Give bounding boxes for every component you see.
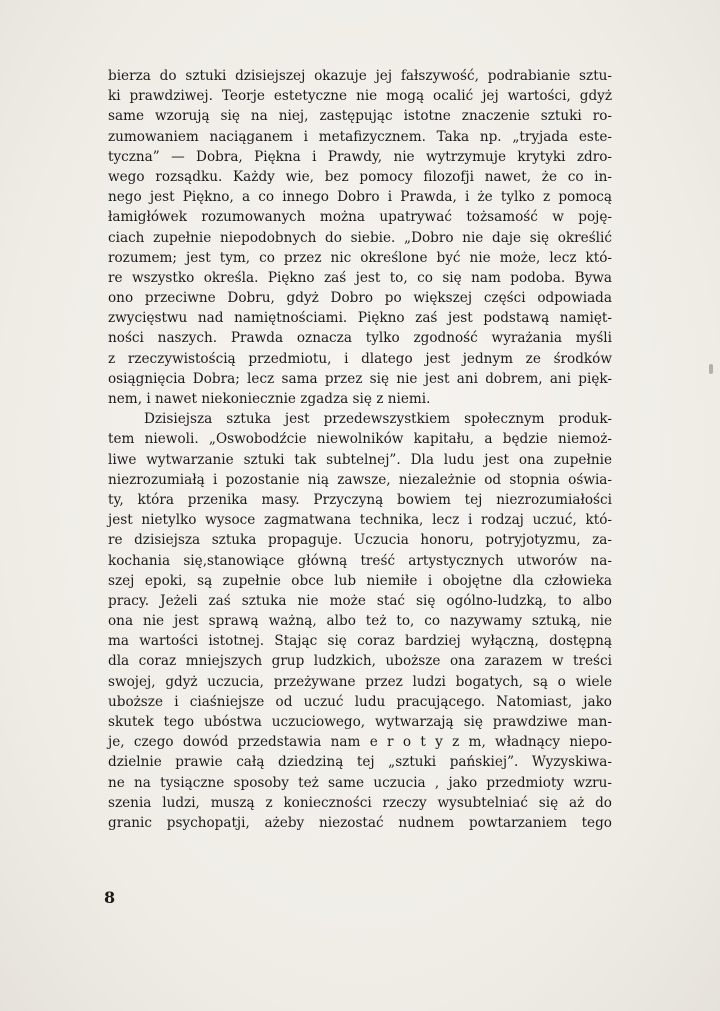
- text-line: skutek tego ubóstwa uczuciowego, wytwarzają się prawdziwe man-: [108, 714, 612, 730]
- text-line: osiągnięcia Dobra; lecz sama przez się nie jest ani dobrem, ani pięk-: [108, 370, 612, 387]
- text-line: z rzeczywistością przedmiotu, i dlatego jest jednym ze środków: [108, 350, 612, 367]
- text-line: tem niewoli. „Oswobodźcie niewolników kapitału, a będzie niemoż-: [108, 431, 612, 448]
- text-line: zwycięstwu nad namiętnościami. Piękno zaś jest podstawą namięt-: [108, 310, 612, 327]
- text-line: ki prawdziwej. Teorje estetyczne nie mogą ocalić jej wartości, gdyż: [108, 88, 612, 105]
- page-number: 8: [104, 888, 116, 907]
- body-text: [108, 66, 612, 833]
- text-line: Dzisiejsza sztuka jest przedewszystkiem społecznym produk-: [144, 411, 612, 428]
- text-line: granic psychopatji, ażeby niezostać nudnem powtarzaniem tego: [108, 814, 612, 831]
- text-line: niezrozumiałą i pozostanie nią zawsze, niezależnie od stopnia oświa-: [108, 471, 612, 488]
- text-line: nego jest Piękno, a co innego Dobro i Prawda, i że tylko z pomocą: [108, 189, 612, 206]
- text-line: szej epoki, są zupełnie obce lub niemiłe i obojętne dla człowieka: [108, 572, 612, 589]
- text-line: re dzisiejsza sztuka propaguje. Uczucia honoru, potryjotyzmu, za-: [108, 532, 612, 549]
- text-line: łamigłówek rozumowanych można upatrywać tożsamość w poję-: [108, 209, 612, 226]
- text-line: je, czego dowód przedstawia nam e r o t y z m, władnący niepo-: [108, 734, 612, 751]
- paragraph-1: [108, 66, 612, 409]
- text-line: ona nie jest sprawą ważną, albo też to, co nazywamy sztuką, nie: [108, 613, 612, 630]
- text-line: nem, i nawet niekoniecznie zgadza się z niemi.: [108, 391, 431, 407]
- text-line: kochania się,stanowiące główną treść artystycznych utworów na-: [108, 552, 612, 569]
- text-line: ne na tysiączne sposoby też same uczucia , jako przedmioty wzru-: [108, 774, 612, 791]
- text-line: uboższe i ciaśniejsze od uczuć ludu pracującego. Natomiast, jako: [108, 693, 612, 710]
- text-line: zumowaniem naciąganem i metafizycznem. Taka np. „tryjada este-: [108, 128, 612, 145]
- text-line: szenia ludzi, muszą z konieczności rzeczy wysubtelniać się aż do: [108, 794, 612, 811]
- text-line: swojej, gdyż uczucia, przeżywane przez ludzi bogatych, są o wiele: [108, 673, 612, 690]
- text-line: ciach zupełnie niepodobnych do siebie. „Dobro nie daje się określić: [108, 229, 612, 246]
- text-line: same wzorują się na niej, zastępując istotne znaczenie sztuki ro-: [108, 108, 612, 125]
- text-line: dzielnie prawie całą dziedziną tej „sztuki pańskiej”. Wyzyskiwa-: [108, 754, 612, 771]
- text-line: ma wartości istotnej. Stając się coraz bardziej wyłączną, dostępną: [108, 633, 612, 650]
- text-line: wego rozsądku. Każdy wie, bez pomocy filozofji nawet, że co in-: [108, 168, 612, 185]
- text-line: ty, która przenika masy. Przyczyną bowiem tej niezrozumiałości: [108, 491, 612, 508]
- text-line: re wszystko określa. Piękno zaś jest to, co się nam podoba. Bywa: [108, 269, 612, 286]
- text-line: dla coraz mniejszych grup ludzkich, uboższe ona zarazem w treści: [108, 653, 612, 670]
- text-line: jest nietylko wysoce zagmatwana technika, lecz i rodzaj uczuć, któ-: [108, 512, 612, 529]
- text-line: bierza do sztuki dzisiejszej okazuje jej fałszywość, podrabianie sztu-: [108, 68, 612, 84]
- text-line: ności naszych. Prawda oznacza tylko zgodność wyrażania myśli: [108, 330, 612, 347]
- text-line: rozumem; jest tym, co przez nic określone być nie może, lecz któ-: [108, 249, 612, 266]
- margin-mark: [709, 364, 713, 374]
- text-line: ono przeciwne Dobru, gdyż Dobro po większej części odpowiada: [108, 290, 612, 307]
- text-line: tyczna” — Dobra, Piękna i Prawdy, nie wytrzymuje krytyki zdro-: [108, 148, 612, 165]
- text-line: pracy. Jeżeli zaś sztuka nie może stać się ogólno-ludzką, to albo: [108, 592, 612, 609]
- paragraph-2: [108, 409, 612, 833]
- text-line: liwe wytwarzanie sztuki tak subtelnej”. Dla ludu jest ona zupełnie: [108, 451, 612, 468]
